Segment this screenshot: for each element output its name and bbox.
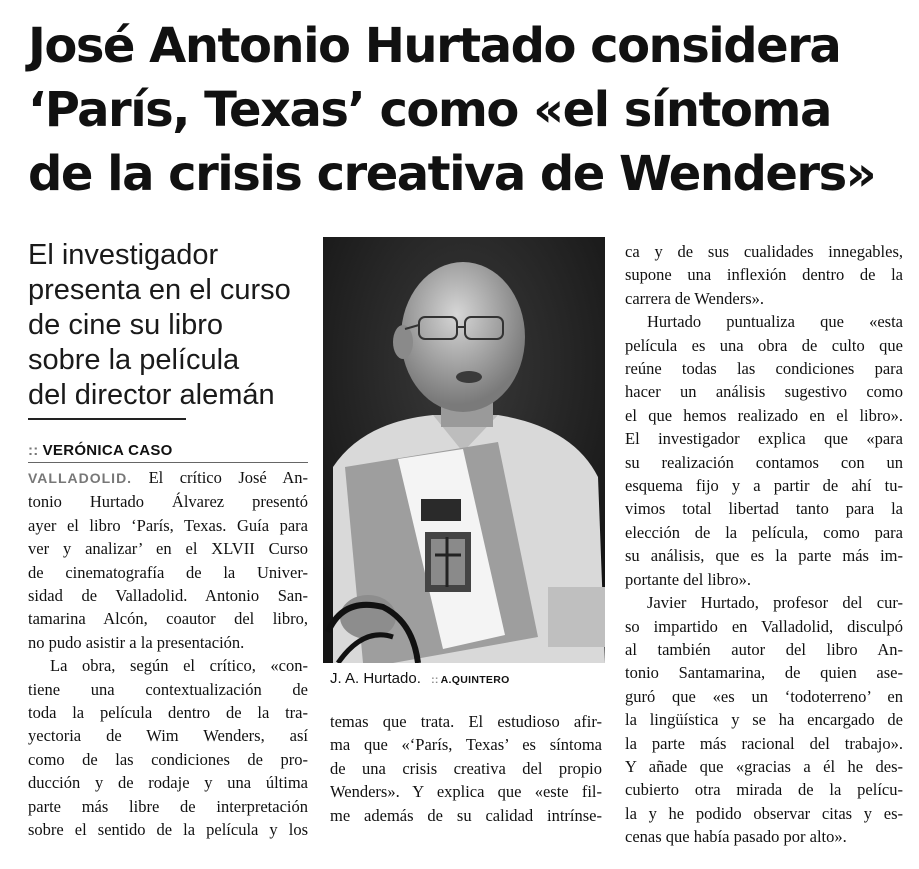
text-line: me además de su calidad intrínse- (330, 805, 602, 825)
text-line: sidad de Valladolid. Antonio San- (28, 586, 308, 606)
text-line: tamarina Alcón, coautor del libro, (28, 609, 308, 629)
article-column-3 (625, 240, 903, 849)
subheadline-rule (28, 418, 186, 420)
text-line: Y añade que «gracias a él he des- (625, 756, 903, 776)
byline-marker: :: (28, 442, 39, 459)
subheadline-line: sobre la película (28, 344, 240, 376)
text-line: yectoria de Wim Wenders, así (28, 726, 308, 746)
photo-caption (330, 670, 510, 687)
paragraph (330, 710, 602, 827)
text-line: temas que trata. El estudioso afir- (330, 712, 602, 731)
credit-marker: :: (431, 674, 439, 686)
text-line: ducción y de rodaje y una última (28, 773, 308, 793)
article-photo (323, 237, 605, 663)
paragraph (28, 466, 308, 654)
text-line: tonio Hurtado Álvarez presentó (28, 492, 308, 512)
headline-line: José Antonio Hurtado considera (28, 18, 841, 74)
text-line: carrera de Wenders». (625, 288, 764, 308)
photo-image (323, 237, 605, 663)
text-line: elección de la película, como para (625, 522, 903, 542)
text-line: Javier Hurtado, profesor del cur- (647, 593, 903, 613)
headline-line: ‘París, Texas’ como «el síntoma (28, 82, 831, 138)
text-line: tiene una contextualización de (28, 679, 308, 699)
text-line: Hurtado puntualiza que «esta (647, 312, 903, 332)
credit-name: A.QUINTERO (440, 674, 510, 686)
text-line: la y he podido observar citas y es- (625, 803, 903, 823)
byline-author: VERÓNICA CASO (42, 442, 173, 459)
text-line: ca y de sus cualidades innegables, (625, 242, 903, 261)
text-line: toda la película dentro de la tra- (28, 703, 308, 723)
text-line: vimos total libertad tanto para la (625, 499, 903, 519)
caption-text: J. A. Hurtado. (330, 670, 421, 687)
subheadline-line: presenta en el curso (28, 274, 291, 306)
article-column-1 (28, 466, 308, 842)
text-line: no pudo asistir a la presentación. (28, 632, 245, 652)
subheadline-line: de cine su libro (28, 309, 224, 341)
text-line: cenas que había pasado por alto». (625, 827, 847, 847)
article-column-2 (330, 710, 602, 827)
headline (28, 14, 908, 206)
text-line: ma que «‘París, Texas’ es síntoma (330, 735, 602, 755)
subheadline-line: El investigador (28, 239, 219, 271)
text-line: al también autor del libro An- (625, 639, 903, 659)
text-line: la lingüística y se ha encargado de (625, 710, 903, 730)
text-line: su realización contamos con un (625, 452, 903, 472)
text-line: cubierto otra mirada de la pelícu- (625, 780, 903, 800)
text-line: reúne todas las condiciones para (625, 359, 903, 379)
byline-rule (28, 462, 308, 463)
text-line: supone una inflexión dentro de la (625, 265, 903, 285)
text-line: parte más libre de interpretación (28, 796, 308, 816)
text-line: tonio Santamarina, de quien ase- (625, 663, 903, 683)
byline (28, 442, 173, 459)
text-line: El investigador explica que «para (625, 429, 903, 449)
text-line: so impartido en Valladolid, disculpó (625, 616, 903, 636)
photo-credit (431, 674, 510, 686)
headline-line: de la crisis creativa de Wenders» (28, 146, 876, 202)
text-line: portante del libro». (625, 569, 752, 589)
text-line (28, 466, 308, 490)
text-line: Wenders». Y explica que «este fil- (330, 782, 602, 802)
text-line-content: El crítico José An- (148, 468, 308, 487)
text-line: ayer el libro ‘París, Texas. Guía para (28, 515, 308, 535)
paragraph (625, 240, 903, 310)
text-line: ver y analizar’ en el XLVII Curso (28, 539, 308, 559)
subheadline-line: del director alemán (28, 379, 275, 411)
text-line: el que hemos realizado en el libro». (625, 405, 903, 425)
paragraph (625, 591, 903, 848)
text-line: sobre el sentido de la película y los (28, 820, 308, 840)
text-line: la parte más racional del trabajo». (625, 733, 903, 753)
text-line: de cinematografía de la Univer- (28, 562, 308, 582)
text-line: La obra, según el crítico, «con- (50, 656, 308, 676)
text-line: de una crisis creativa del propio (330, 758, 602, 778)
subheadline (28, 238, 318, 413)
text-line: su análisis, que es la parte más im- (625, 546, 903, 566)
paragraph (28, 654, 308, 841)
text-line: guró que «es un ‘todoterreno’ en (625, 686, 903, 706)
text-line: película es una obra de culto que (625, 335, 903, 355)
text-line: hacer un análisis sugestivo como (625, 382, 903, 402)
dateline: VALLADOLID. (28, 470, 133, 486)
paragraph (625, 310, 903, 591)
text-line: como de las condiciones de pro- (28, 749, 308, 769)
text-line: esquema fijo y a partir de ahí tu- (625, 476, 903, 496)
